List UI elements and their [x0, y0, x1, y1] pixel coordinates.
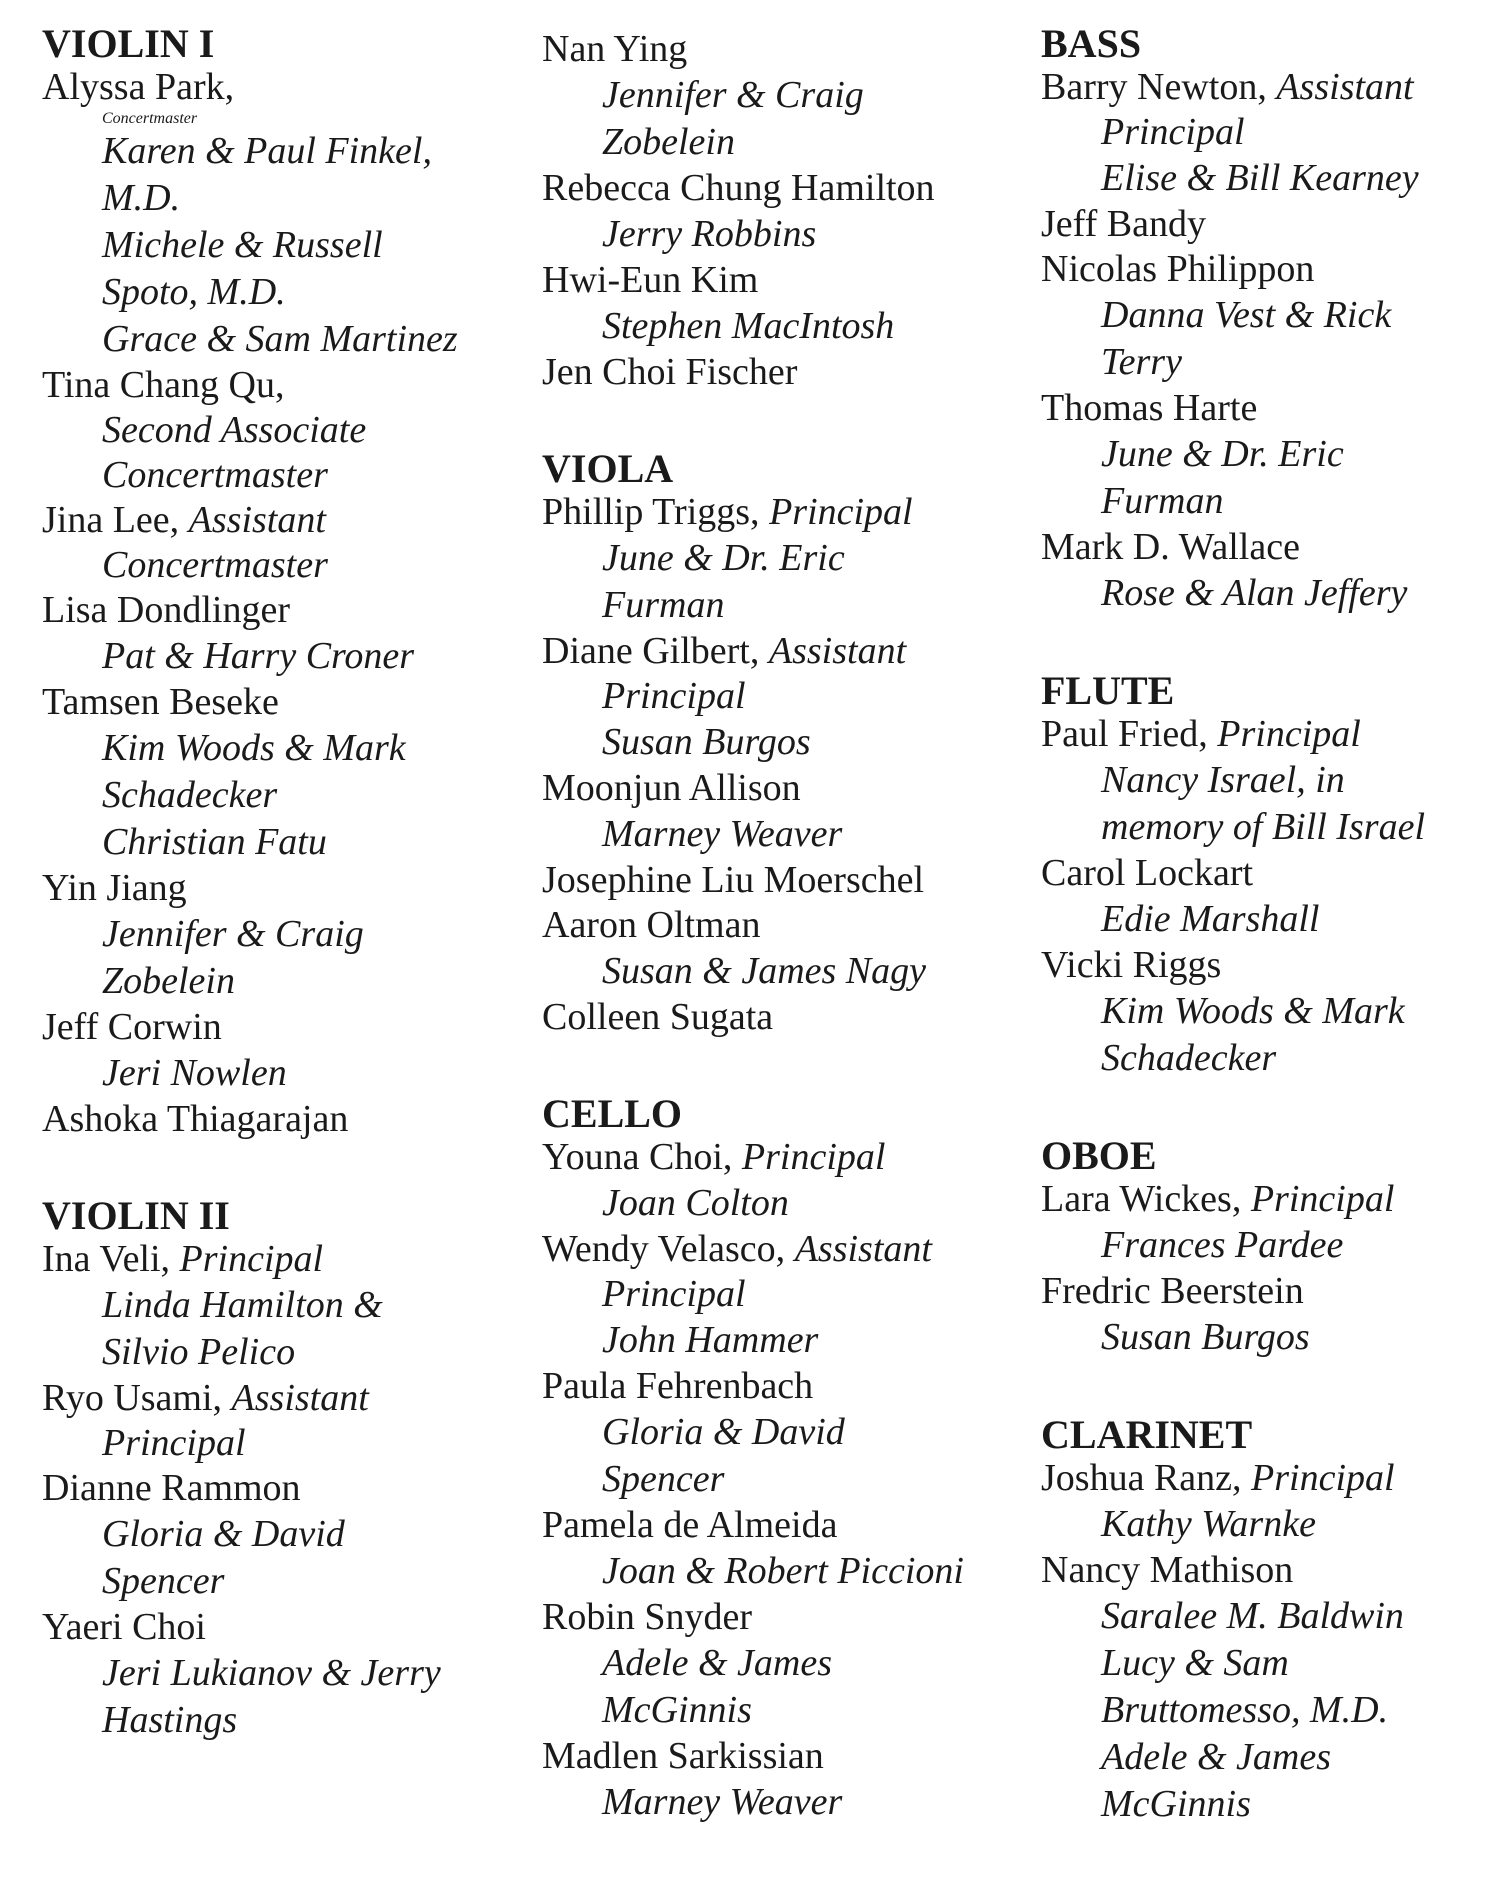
section-violin-1	[42, 22, 512, 1142]
musician-name: Yin Jiang	[42, 867, 187, 909]
section-heading: CELLO	[542, 1091, 683, 1136]
section-heading: VIOLA	[542, 446, 674, 491]
sponsor: Pat & Harry Croner	[102, 635, 415, 677]
musician-line	[542, 1135, 1012, 1180]
musician-name: Jen Choi Fischer	[542, 351, 798, 393]
musician-name: Madlen Sarkissian	[542, 1735, 824, 1777]
musician-name: Nancy Mathison	[1041, 1549, 1294, 1591]
musician-role: Principal	[1217, 713, 1361, 755]
musician-name: Robin Snyder	[542, 1596, 753, 1638]
musician-line	[542, 490, 1012, 535]
section-oboe	[1041, 1134, 1507, 1361]
musician-name: Ryo Usami,	[42, 1377, 232, 1419]
musician-name: Rebecca Chung Hamilton	[542, 167, 935, 209]
sponsor: Terry	[1101, 341, 1182, 383]
musician-role: Principal	[602, 675, 746, 717]
sponsor: Grace & Sam Martinez	[102, 318, 458, 360]
musician-role: Concertmaster	[102, 454, 328, 496]
sponsor: memory of Bill Israel	[1101, 806, 1426, 848]
sponsor: June & Dr. Eric	[602, 537, 845, 579]
musician-name: Lara Wickes,	[1041, 1178, 1251, 1220]
sponsor: Spencer	[602, 1458, 725, 1500]
musician-name: Phillip Triggs,	[542, 491, 770, 533]
musician-role: Principal	[741, 1136, 886, 1178]
musician-name: Aaron Oltman	[542, 904, 761, 946]
sponsor: McGinnis	[1101, 1783, 1251, 1825]
musician-name: Jeff Corwin	[42, 1006, 222, 1048]
musician-role: Principal	[769, 491, 913, 533]
musician-name: Thomas Harte	[1041, 387, 1258, 429]
sponsor: Zobelein	[602, 121, 735, 163]
musician-name: Nan Ying	[542, 28, 688, 70]
section-flute	[1041, 669, 1507, 1082]
sponsor: Schadecker	[102, 774, 278, 816]
musician-role: Concertmaster	[102, 544, 328, 586]
musician-line	[1041, 712, 1507, 757]
sponsor: Karen & Paul Finkel,	[102, 130, 432, 172]
section-heading: OBOE	[1041, 1133, 1157, 1178]
column-2	[542, 22, 1012, 1878]
section-bass	[1041, 22, 1507, 617]
sponsor: Danna Vest & Rick	[1101, 294, 1392, 336]
sponsor: Jerry Robbins	[602, 213, 817, 255]
sponsor: Jennifer & Craig	[102, 913, 364, 955]
sponsor: Joan & Robert Piccioni	[602, 1550, 964, 1592]
section-heading: BASS	[1041, 21, 1142, 66]
musician-line	[42, 1376, 512, 1421]
sponsor: Bruttomesso, M.D.	[1101, 1689, 1389, 1731]
section-heading: VIOLIN II	[42, 1193, 230, 1238]
sponsor: Gloria & David	[102, 1513, 345, 1555]
musician-role: Assistant	[188, 499, 326, 541]
musician-name: Paul Fried,	[1041, 713, 1218, 755]
sponsor: Kim Woods & Mark	[102, 727, 406, 769]
sponsor: Adele & James	[1101, 1736, 1332, 1778]
musician-name: Barry Newton,	[1041, 66, 1277, 108]
musician-line	[542, 629, 1012, 674]
sponsor: June & Dr. Eric	[1101, 433, 1344, 475]
musician-name: Youna Choi,	[542, 1136, 742, 1178]
musician-name: Dianne Rammon	[42, 1467, 301, 1509]
section-heading: CLARINET	[1041, 1412, 1253, 1457]
musician-role: Assistant	[794, 1228, 932, 1270]
sponsor: Marney Weaver	[602, 813, 843, 855]
sponsor: McGinnis	[602, 1689, 752, 1731]
column-1	[42, 22, 512, 1796]
musician-name: Moonjun Allison	[542, 767, 801, 809]
musician-line	[42, 498, 512, 543]
musician-name: Colleen Sugata	[542, 996, 774, 1038]
musician-role: Principal	[1251, 1457, 1395, 1499]
sponsor: Jeri Lukianov & Jerry	[102, 1652, 441, 1694]
sponsor: Susan Burgos	[1101, 1316, 1310, 1358]
sponsor: Jeri Nowlen	[102, 1052, 287, 1094]
musician-name: Nicolas Philippon	[1041, 248, 1315, 290]
musician-name: Mark D. Wallace	[1041, 526, 1300, 568]
musician-line	[1041, 1177, 1507, 1222]
section-heading: FLUTE	[1041, 668, 1175, 713]
musician-name: Paula Fehrenbach	[542, 1365, 814, 1407]
section-heading: VIOLIN I	[42, 21, 215, 66]
musician-name: Vicki Riggs	[1041, 944, 1222, 986]
section-violin-2-continued	[542, 27, 1012, 395]
sponsor: Frances Pardee	[1101, 1224, 1344, 1266]
sponsor: Elise & Bill Kearney	[1101, 157, 1419, 199]
musician-role: Principal	[102, 1422, 246, 1464]
musician-name: Jina Lee,	[42, 499, 189, 541]
musician-role: Assistant	[768, 630, 907, 672]
sponsor: Hastings	[102, 1699, 238, 1741]
musician-role: Assistant	[1276, 66, 1414, 108]
musician-name: Hwi-Eun Kim	[542, 259, 759, 301]
musician-name: Fredric Beerstein	[1041, 1270, 1304, 1312]
sponsor: Susan & James Nagy	[602, 950, 927, 992]
musician-name: Yaeri Choi	[42, 1606, 206, 1648]
sponsor: John Hammer	[602, 1319, 819, 1361]
section-clarinet	[1041, 1413, 1507, 1828]
sponsor: Susan Burgos	[602, 721, 811, 763]
section-viola	[542, 447, 1012, 1040]
musician-name: Joshua Ranz,	[1041, 1457, 1252, 1499]
musician-role: Principal	[1101, 111, 1245, 153]
musician-role: Principal	[1250, 1178, 1395, 1220]
sponsor: Schadecker	[1101, 1037, 1277, 1079]
musician-name: Alyssa Park,	[42, 66, 235, 108]
musician-name: Ashoka Thiagarajan	[42, 1098, 349, 1140]
sponsor: Rose & Alan Jeffery	[1101, 572, 1408, 614]
musician-role: Assistant	[231, 1377, 369, 1419]
musician-name: Pamela de Almeida	[542, 1504, 838, 1546]
sponsor: Adele & James	[602, 1642, 833, 1684]
musician-name: Tina Chang Qu,	[42, 364, 285, 406]
musician-line	[1041, 65, 1507, 110]
musician-line	[1041, 1456, 1507, 1501]
sponsor: Gloria & David	[602, 1411, 845, 1453]
musician-line	[42, 1237, 512, 1282]
musician-name: Diane Gilbert,	[542, 630, 769, 672]
musician-name: Wendy Velasco,	[542, 1228, 795, 1270]
section-violin-2	[42, 1194, 512, 1744]
musician-name: Josephine Liu Moerschel	[542, 859, 925, 901]
section-cello	[542, 1092, 1012, 1826]
musician-name: Tamsen Beseke	[42, 681, 279, 723]
sponsor: Saralee M. Baldwin	[1101, 1595, 1404, 1637]
musician-name: Jeff Bandy	[1041, 203, 1206, 245]
sponsor: Michele & Russell	[102, 224, 383, 266]
musician-role: Second Associate	[102, 409, 367, 451]
sponsor: M.D.	[102, 177, 181, 219]
sponsor: Edie Marshall	[1101, 898, 1320, 940]
sponsor: Marney Weaver	[602, 1781, 843, 1823]
sponsor: Jennifer & Craig	[602, 74, 864, 116]
musician-role: Principal	[179, 1238, 324, 1280]
sponsor: Linda Hamilton &	[102, 1284, 383, 1326]
sponsor: Furman	[1101, 480, 1224, 522]
sponsor: Stephen MacIntosh	[602, 305, 895, 347]
musician-role: Concertmaster	[102, 110, 198, 127]
column-3	[1041, 22, 1507, 1880]
sponsor: Spencer	[102, 1560, 225, 1602]
sponsor: Nancy Israel, in	[1101, 759, 1345, 801]
musician-name: Ina Veli,	[42, 1238, 180, 1280]
sponsor: Lucy & Sam	[1101, 1642, 1289, 1684]
sponsor: Zobelein	[102, 960, 235, 1002]
musician-line	[542, 1227, 1012, 1272]
sponsor: Spoto, M.D.	[102, 271, 286, 313]
musician-role: Principal	[602, 1273, 746, 1315]
sponsor: Kathy Warnke	[1101, 1503, 1316, 1545]
musician-name: Lisa Dondlinger	[42, 589, 291, 631]
sponsor: Furman	[602, 584, 725, 626]
sponsor: Joan Colton	[602, 1182, 789, 1224]
sponsor: Silvio Pelico	[102, 1331, 296, 1373]
sponsor: Kim Woods & Mark	[1101, 990, 1405, 1032]
sponsor: Christian Fatu	[102, 821, 327, 863]
musician-name: Carol Lockart	[1041, 852, 1254, 894]
